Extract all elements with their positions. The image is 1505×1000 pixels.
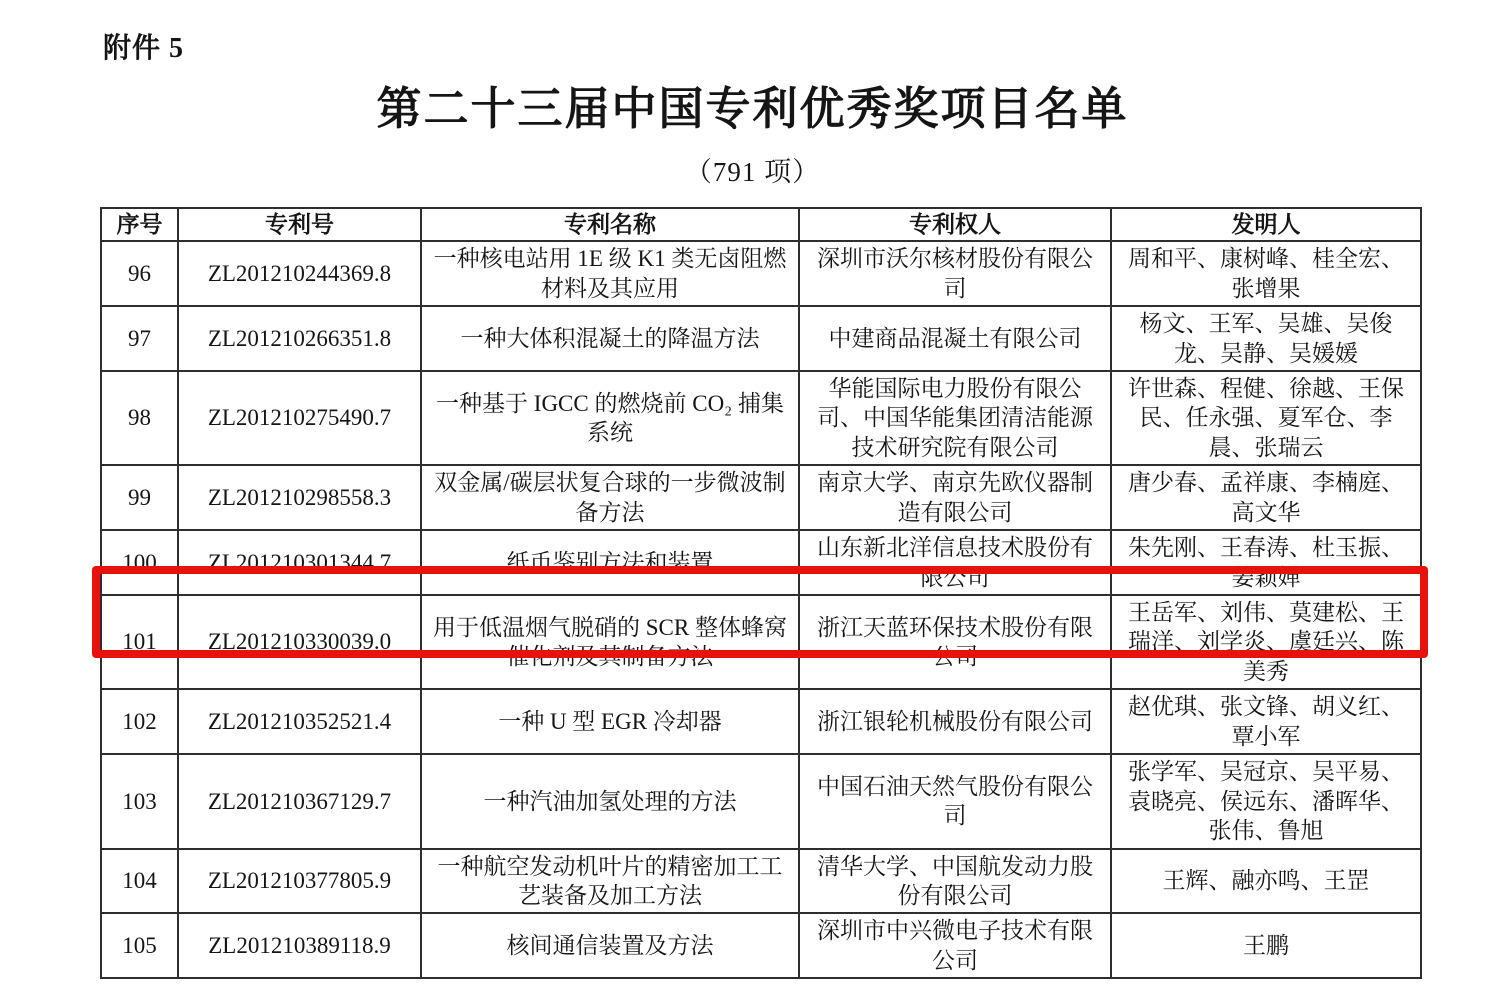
cell-patent-name: 用于低温烟气脱硝的 SCR 整体蜂窝催化剂及其制备方法 — [421, 595, 799, 689]
cell-patent-name: 一种核电站用 1E 级 K1 类无卤阻燃材料及其应用 — [421, 241, 799, 306]
cell-seq: 103 — [101, 754, 178, 848]
table-row — [101, 689, 1421, 754]
cell-patent-number: ZL201210352521.4 — [178, 689, 421, 754]
table-row-highlighted — [101, 595, 1421, 689]
cell-patent-number: ZL201210330039.0 — [178, 595, 421, 689]
cell-inventors: 张学军、吴冠京、吴平易、袁晓亮、侯远东、潘晖华、张伟、鲁旭 — [1111, 754, 1421, 848]
cell-inventors: 王鹏 — [1111, 913, 1421, 978]
cell-patentee: 南京大学、南京先欧仪器制造有限公司 — [799, 465, 1111, 530]
cell-patent-number: ZL201210377805.9 — [178, 849, 421, 914]
cell-patent-number: ZL201210275490.7 — [178, 371, 421, 465]
cell-patent-name: 双金属/碳层状复合球的一步微波制备方法 — [421, 465, 799, 530]
cell-seq: 98 — [101, 371, 178, 465]
cell-patentee: 华能国际电力股份有限公司、中国华能集团清洁能源技术研究院有限公司 — [799, 371, 1111, 465]
page-subtitle: （791 项） — [684, 156, 821, 187]
cell-patent-name: 一种航空发动机叶片的精密加工工艺装备及加工方法 — [421, 849, 799, 914]
cell-inventors: 周和平、康树峰、桂全宏、张增果 — [1111, 241, 1421, 306]
cell-seq: 104 — [101, 849, 178, 914]
header-seq: 序号 — [101, 208, 178, 241]
table-row — [101, 754, 1421, 848]
table-row — [101, 241, 1421, 306]
cell-patentee: 中建商品混凝土有限公司 — [799, 306, 1111, 371]
cell-patentee: 清华大学、中国航发动力股份有限公司 — [799, 849, 1111, 914]
cell-seq: 102 — [101, 689, 178, 754]
cell-patent-name: 一种基于 IGCC 的燃烧前 CO₂ 捕集系统 — [421, 371, 799, 465]
table-row — [101, 465, 1421, 530]
cell-seq: 105 — [101, 913, 178, 978]
header-patent-number: 专利号 — [178, 208, 421, 241]
cell-patent-number: ZL201210389118.9 — [178, 913, 421, 978]
cell-seq: 97 — [101, 306, 178, 371]
cell-patentee: 深圳市沃尔核材股份有限公司 — [799, 241, 1111, 306]
cell-seq: 99 — [101, 465, 178, 530]
cell-inventors: 唐少春、孟祥康、李楠庭、高文华 — [1111, 465, 1421, 530]
table-row — [101, 371, 1421, 465]
cell-patent-number: ZL201210244369.8 — [178, 241, 421, 306]
cell-patentee: 中国石油天然气股份有限公司 — [799, 754, 1111, 848]
cell-patent-name: 纸币鉴别方法和装置 — [421, 530, 799, 595]
cell-patent-number: ZL201210298558.3 — [178, 465, 421, 530]
cell-patent-number: ZL201210266351.8 — [178, 306, 421, 371]
cell-inventors: 赵优琪、张文锋、胡义红、覃小军 — [1111, 689, 1421, 754]
cell-inventors: 王辉、融亦鸣、王罡 — [1111, 849, 1421, 914]
table-row — [101, 913, 1421, 978]
table-row — [101, 530, 1421, 595]
cell-inventors: 王岳军、刘伟、莫建松、王瑞洋、刘学炎、虞廷兴、陈美秀 — [1111, 595, 1421, 689]
patent-award-table — [100, 207, 1422, 980]
cell-seq: 100 — [101, 530, 178, 595]
cell-patent-name: 一种汽油加氢处理的方法 — [421, 754, 799, 848]
cell-patentee: 山东新北洋信息技术股份有限公司 — [799, 530, 1111, 595]
cell-patent-number: ZL201210301344.7 — [178, 530, 421, 595]
table-header-row — [101, 208, 1421, 241]
header-patentee: 专利权人 — [799, 208, 1111, 241]
cell-patent-number: ZL201210367129.7 — [178, 754, 421, 848]
cell-patent-name: 核间通信装置及方法 — [421, 913, 799, 978]
cell-patentee: 深圳市中兴微电子技术有限公司 — [799, 913, 1111, 978]
cell-inventors: 朱先刚、王春涛、杜玉振、姜颖婵 — [1111, 530, 1421, 595]
cell-seq: 101 — [101, 595, 178, 689]
cell-patentee: 浙江银轮机械股份有限公司 — [799, 689, 1111, 754]
table-container — [100, 207, 1420, 980]
cell-patent-name: 一种 U 型 EGR 冷却器 — [421, 689, 799, 754]
cell-inventors: 杨文、王军、吴雄、吴俊龙、吴静、吴媛媛 — [1111, 306, 1421, 371]
attachment-label: 附件 5 — [103, 33, 185, 64]
header-patent-name: 专利名称 — [421, 208, 799, 241]
table-row — [101, 849, 1421, 914]
table-row — [101, 306, 1421, 371]
cell-inventors: 许世森、程健、徐越、王保民、任永强、夏军仓、李晨、张瑞云 — [1111, 371, 1421, 465]
header-inventors: 发明人 — [1111, 208, 1421, 241]
page-title: 第二十三届中国专利优秀奖项目名单 — [376, 84, 1129, 134]
cell-seq: 96 — [101, 241, 178, 306]
cell-patentee: 浙江天蓝环保技术股份有限公司 — [799, 595, 1111, 689]
cell-patent-name: 一种大体积混凝土的降温方法 — [421, 306, 799, 371]
